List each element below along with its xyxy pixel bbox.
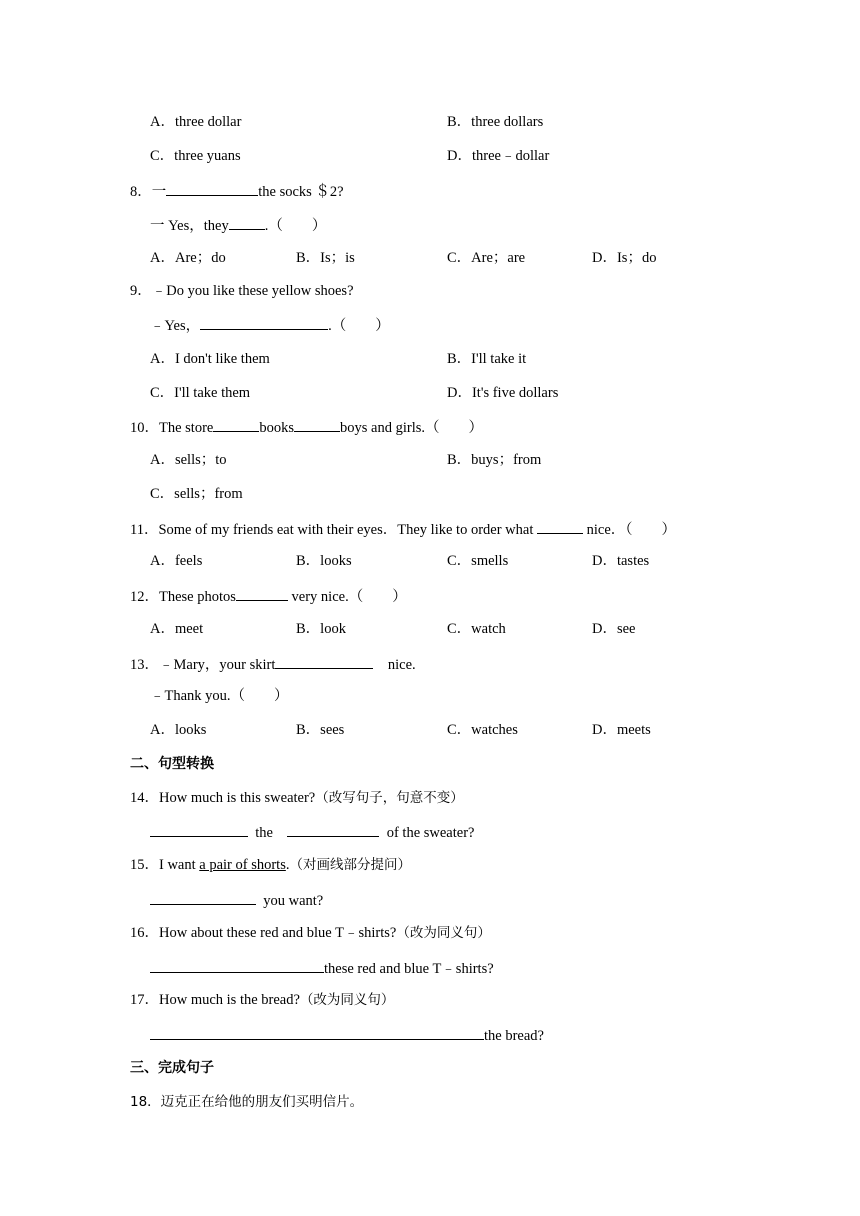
q13-question bbox=[0, 653, 860, 673]
q7-option-b[interactable]: B．three dollars bbox=[447, 114, 544, 130]
q17-answer-text: the bread? bbox=[484, 1028, 544, 1044]
q8-dash: 一 bbox=[151, 184, 167, 200]
section-3-header bbox=[0, 1058, 860, 1078]
q12-question bbox=[0, 585, 860, 605]
q13-options bbox=[0, 720, 860, 740]
q11-option-a[interactable]: A．feels bbox=[150, 553, 203, 569]
q16-answer-line bbox=[0, 957, 860, 977]
q9-options-row1 bbox=[0, 349, 860, 369]
q16-hint: （改为同义句） bbox=[396, 925, 491, 941]
q18-question bbox=[0, 1092, 860, 1112]
q10-option-c[interactable]: C．sells；from bbox=[150, 486, 243, 502]
q14-word-the: the bbox=[255, 825, 273, 841]
q12-post: very nice.（ ） bbox=[291, 589, 407, 605]
q17-question bbox=[0, 990, 860, 1010]
q8-option-d[interactable]: D．Is；do bbox=[592, 250, 657, 266]
section-3-title: 三、完成句子 bbox=[130, 1060, 214, 1076]
q8-blank-1[interactable] bbox=[166, 180, 258, 196]
q15-answer-line bbox=[0, 889, 860, 909]
q15-blank[interactable] bbox=[150, 889, 256, 905]
q9-line2 bbox=[0, 314, 860, 334]
q7-option-a[interactable]: A．three dollar bbox=[150, 114, 242, 130]
q7-option-c[interactable]: C．three yuans bbox=[150, 148, 241, 164]
q8-text: the socks ＄2? bbox=[258, 184, 344, 200]
q8-blank-2[interactable] bbox=[229, 214, 265, 230]
q17-answer-line bbox=[0, 1024, 860, 1044]
q12-option-d[interactable]: D．see bbox=[592, 621, 636, 637]
q13-reply: ﹣Thank you.（ ） bbox=[150, 688, 289, 704]
q10-options-row2 bbox=[0, 484, 860, 504]
q15-underlined: a pair of shorts bbox=[199, 857, 286, 873]
q10-question bbox=[0, 416, 860, 436]
q14-answer-line bbox=[0, 821, 860, 841]
q17-text: 17．How much is the bread? bbox=[130, 992, 300, 1008]
section-2-title: 二、句型转换 bbox=[130, 756, 214, 772]
q12-pre: 12．These photos bbox=[130, 589, 236, 605]
q17-hint: （改为同义句） bbox=[299, 992, 395, 1008]
q13-option-a[interactable]: A．looks bbox=[150, 722, 207, 738]
q15-post: . bbox=[285, 857, 290, 873]
q18-text: 18．迈克正在给他的朋友们买明信片。 bbox=[130, 1094, 364, 1110]
q9-question bbox=[0, 281, 860, 301]
q10-blank-1[interactable] bbox=[213, 416, 259, 432]
q11-options bbox=[0, 551, 860, 571]
q8-options bbox=[0, 248, 860, 268]
q11-pre: 11．Some of my friends eat with their eyes．They like to order what bbox=[130, 522, 534, 538]
q16-answer-text: these red and blue T﹣shirts? bbox=[324, 961, 494, 977]
q12-options bbox=[0, 619, 860, 639]
q7-options-row2 bbox=[0, 146, 860, 166]
q8-line2-pre: 一 Yes，they bbox=[150, 218, 229, 234]
q9-option-c[interactable]: C．I'll take them bbox=[150, 385, 251, 401]
q8-number: 8． bbox=[130, 184, 152, 200]
q10-options-row1 bbox=[0, 450, 860, 470]
q14-question bbox=[0, 788, 860, 808]
q14-word-of: of the sweater? bbox=[386, 825, 475, 841]
q12-option-a[interactable]: A．meet bbox=[150, 621, 204, 637]
q12-blank[interactable] bbox=[236, 585, 288, 601]
q11-blank[interactable] bbox=[537, 518, 583, 534]
q15-hint: （对画线部分提问） bbox=[289, 857, 411, 873]
q11-option-c[interactable]: C．smells bbox=[447, 553, 509, 569]
q16-text: 16．How about these red and blue T﹣shirts? bbox=[130, 925, 397, 941]
q13-post: nice. bbox=[387, 657, 416, 673]
q14-hint: （改写句子，句意不变） bbox=[315, 790, 464, 806]
q10-option-b[interactable]: B．buys；from bbox=[447, 452, 542, 468]
q9-option-b[interactable]: B．I'll take it bbox=[447, 351, 527, 367]
q12-option-c[interactable]: C．watch bbox=[447, 621, 506, 637]
q8-line2-post: .（ ） bbox=[264, 218, 327, 234]
q10-mid: books bbox=[259, 420, 295, 436]
q16-blank[interactable] bbox=[150, 957, 324, 973]
q7-options-row1 bbox=[0, 112, 860, 132]
q9-options-row2 bbox=[0, 383, 860, 403]
q15-question bbox=[0, 855, 860, 875]
q17-blank[interactable] bbox=[150, 1024, 484, 1040]
q13-option-d[interactable]: D．meets bbox=[592, 722, 651, 738]
q9-line2-post: .（ ） bbox=[328, 318, 390, 334]
q9-option-a[interactable]: A．I don't like them bbox=[150, 351, 270, 367]
q13-option-b[interactable]: B．sees bbox=[296, 722, 345, 738]
q14-text: 14．How much is this sweater? bbox=[130, 790, 316, 806]
q15-pre: 15．I want bbox=[130, 857, 200, 873]
q9-line2-pre: ﹣Yes， bbox=[150, 318, 201, 334]
q9-text: 9．﹣Do you like these yellow shoes? bbox=[130, 283, 354, 299]
q9-option-d[interactable]: D．It's five dollars bbox=[447, 385, 559, 401]
q11-option-b[interactable]: B．looks bbox=[296, 553, 352, 569]
q10-option-a[interactable]: A．sells；to bbox=[150, 452, 227, 468]
q8-option-b[interactable]: B．Is；is bbox=[296, 250, 355, 266]
q12-option-b[interactable]: B．look bbox=[296, 621, 346, 637]
q8-option-c[interactable]: C．Are；are bbox=[447, 250, 526, 266]
q9-blank[interactable] bbox=[200, 314, 328, 330]
q10-pre: 10．The store bbox=[130, 420, 214, 436]
q13-pre: 13．﹣Mary，your skirt bbox=[130, 657, 276, 673]
section-2-header bbox=[0, 754, 860, 774]
q13-blank[interactable] bbox=[275, 653, 373, 669]
q8-question bbox=[0, 180, 860, 200]
q14-blank-1[interactable] bbox=[150, 821, 248, 837]
q13-option-c[interactable]: C．watches bbox=[447, 722, 518, 738]
q11-option-d[interactable]: D．tastes bbox=[592, 553, 650, 569]
q13-line2 bbox=[0, 686, 860, 706]
q8-line2 bbox=[0, 214, 860, 234]
q10-blank-2[interactable] bbox=[294, 416, 340, 432]
q7-option-d[interactable]: D．three﹣dollar bbox=[447, 148, 550, 164]
q11-post: nice．（ ） bbox=[586, 522, 677, 538]
q15-answer-text: you want? bbox=[263, 893, 324, 909]
q16-question bbox=[0, 923, 860, 943]
q8-option-a[interactable]: A．Are；do bbox=[150, 250, 226, 266]
q14-blank-2[interactable] bbox=[287, 821, 379, 837]
q10-post: boys and girls.（ ） bbox=[340, 420, 483, 436]
q11-question bbox=[0, 518, 860, 538]
